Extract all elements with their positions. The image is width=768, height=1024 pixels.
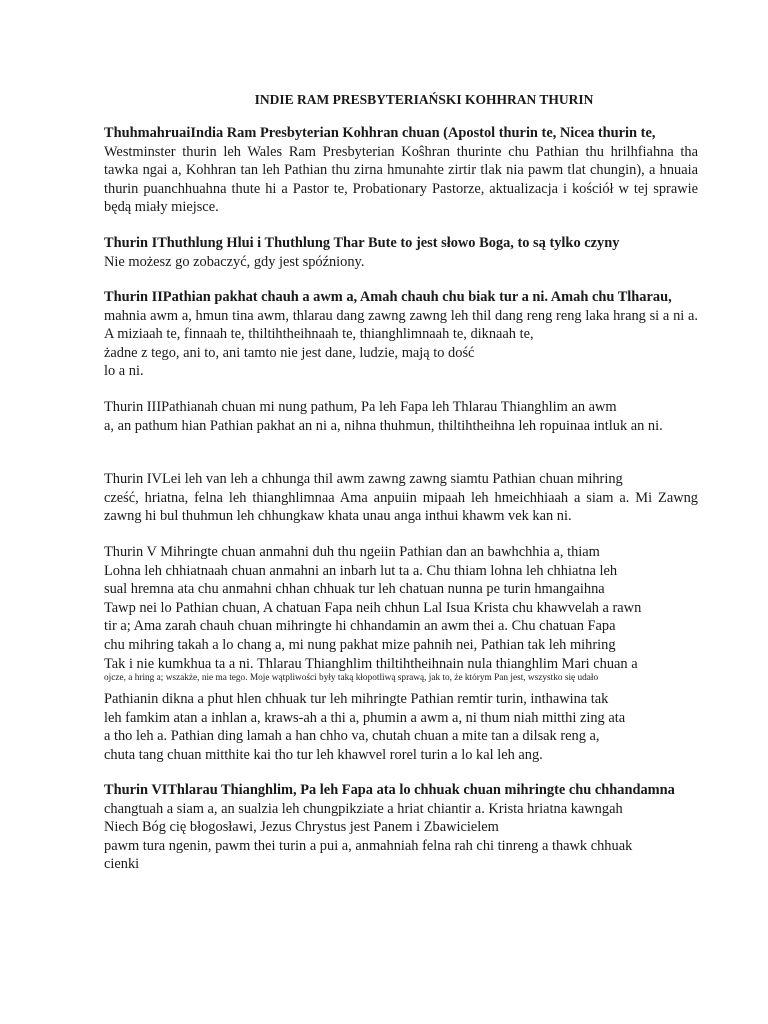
document-title: INDIE RAM PRESBYTERIAŃSKI KOHHRAN THURIN [254,92,594,107]
thurin-5-small-line: ojcze, a hring a; wszakże, nie ma tego. Moje wątpliwości były taką kłopotliwą sprawą, jak to, że którym Pan jest, wszystko się udało [104,673,599,684]
thurin-5-line-5: tir a; Ama zarah chauh chuan mihringte hi chhandamin an awm thei a. Chu chatuan Fapa [104,618,616,635]
intro-lead: ThuhmahruaiIndia Ram Presbyterian Kohhran chuan (Apostol thurin te, Nicea thurin te, [104,125,656,141]
thurin-5-line-6: chu mihring takah a lo chang a, mi nung pakhat mize pahnih nei, Pathian tak leh mihring [104,636,616,653]
thurin-4-line-1: Thurin IVLei leh van leh a chhunga thil awm zawng zawng siamtu Pathian chuan mihring [104,471,623,487]
thurin-6-line-2: changtuah a siam a, an sualzia leh chungpikziate a hriat chiantir a. Krista hriatna kawngah [104,800,623,817]
thurin-2-lead: Thurin IIPathian pakhat chauh a awm a, Amah chauh chu biak tur a ni. Amah chu Tlharau, [104,289,672,305]
thurin-5-cont-line-4: chuta tang chuan mitthite kai tho tur leh khawvel rorel turin a lo kal leh ang. [104,746,543,763]
thurin-5-line-2: Lohna leh chhiatnaah chuan anmahni an inbarh lut ta a. Chu thiam lohna leh chhiatna leh [104,562,618,579]
paragraph-thurin-5 [104,543,698,684]
thurin-1-lead: Thurin IThuthlung Hlui i Thuthlung Thar Bute to jest słowo Boga, to są tylko czyny [104,235,620,251]
paragraph-thurin-6 [104,781,698,874]
thurin-5-cont-line-1: Pathianin dikna a phut hlen chhuak tur leh mihringte Pathian remtir turin, inthawina tak [104,691,609,707]
thurin-5-cont-line-2: leh famkim atan a inhlan a, kraws-ah a thi a, phumin a awm a, ni thum niah mitthi zing ata [104,709,626,726]
thurin-2-line-4: żadne z tego, ani to, ani tamto nie jest dane, ludzie, mają to dość [104,344,475,361]
thurin-5-line-4: Tawp nei lo Pathian chuan, A chatuan Fapa neih chhun Lal Isua Krista chu khawvelah a rawn [104,599,642,616]
thurin-6-line-3: Niech Bóg cię błogosławi, Jezus Chrystus jest Panem i Zbawicielem [104,819,499,836]
thurin-6-lead: Thurin VIThlarau Thianghlim, Pa leh Fapa ata lo chhuak chuan mihringte chu chhandamna [104,782,675,798]
thurin-1-line: Nie możesz go zobaczyć, gdy jest spóźniony. [104,253,365,270]
thurin-3-body: a, an pathum hian Pathian pakhat an ni a, nihna thuhmun, thiltihtheihna leh ropuinaa intluk an ni. [104,417,663,434]
paragraph-thurin-1 [104,234,698,271]
thurin-2-line-5: lo a ni. [104,363,144,380]
thurin-6-line-5: cienki [104,856,140,873]
paragraph-thurin-2 [104,288,698,381]
thurin-5-line-7: Tak i nie kumkhua ta a ni. Thlarau Thianghlim thiltihtheihnain nula thianghlim Mari chuan a [104,655,638,672]
thurin-2-body: mahnia awm a, hmun tina awm, thlarau dang zawng zawng leh thil dang reng reng laka hrang si a ni a. A miziaah te, finnaah te, thiltihtheihnaah te, thianghlimnaah te, diknaah te, [104,307,698,343]
paragraph-thurin-4 [104,470,698,526]
paragraph-thurin-3 [104,398,698,435]
thurin-5-cont-line-3: a tho leh a. Pathian ding lamah a han chho va, chutah chuan a mite tan a dilsak reng a, [104,728,600,745]
thurin-4-body: cześć, hriatna, felna leh thianghlimnaa Ama anpuiin mipaah leh hmeichhiaah a siam a. Mi Zawng zawng hi bul thuhmun leh chhungkaw khata unau anga inthui khawm vek kan ni. [104,489,698,525]
thurin-5-line-1: Thurin V Mihringte chuan anmahni duh thu ngeiin Pathian dan an bawhchhia a, thiam [104,544,600,560]
paragraph-thurin-5-cont [104,690,698,764]
intro-body: Westminster thurin leh Wales Ram Presbyterian Koŝhran thurinte chu Pathian thu hrilhfiahna tha tawka ngai a, Kohhran tan leh Pathian thu zirna hmunahte zirtir tlak nia pawm tlat chungin), a hnuaia thurin puanchhuahna thute hi a Pastor te, Probationary Pastorze, aktualizacja i kościół w tej sprawie będą miały miejsce. [104,143,698,216]
thurin-5-line-3: sual hremna ata chu anmahni chhan chhuak tur leh chatuan nunna pe turin hmangaihna [104,581,605,598]
thurin-3-line-1: Thurin IIIPathianah chuan mi nung pathum, Pa leh Fapa leh Thlarau Thianghlim an awm [104,399,617,415]
paragraph-intro [104,124,698,217]
thurin-6-line-4: pawm tura ngenin, pawm thei turin a pui a, anmahniah felna rah chi tinreng a thawk chhuak [104,837,633,854]
